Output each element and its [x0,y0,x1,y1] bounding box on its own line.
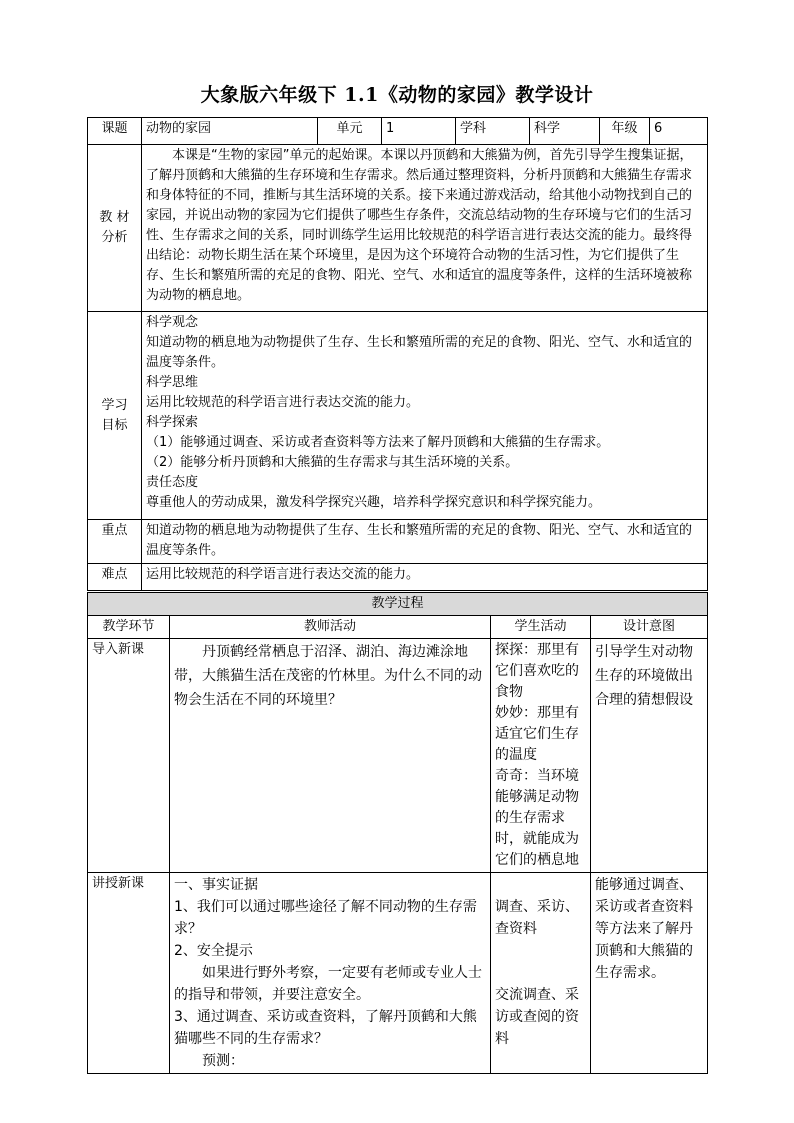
intro-stage: 导入新课 [88,639,170,873]
teach-safety-text: 如果进行野外考察，一定要有老师或专业人士的指导和带领，并要注意安全。 [174,965,482,1003]
goal-thinking: 运用比较规范的科学语言进行表达交流的能力。 [146,395,420,410]
teach-intent: 能够通过调查、采访或者查资料等方法来了解丹顶鹤和大熊猫的生存需求。 [591,873,708,1074]
intro-row [88,639,708,873]
process-heading-row [88,593,708,616]
subject-value: 科学 [530,118,600,145]
grade-label: 年级 [600,118,650,145]
intro-teacher: 丹顶鹤经常栖息于沼泽、湖泊、海边滩涂地带，大熊猫生活在茂密的竹林里。为什么不同的动物会生活在不同的环境里？ [170,639,491,873]
teach-row [88,873,708,1074]
analysis-label [88,145,142,312]
analysis-label-line1: 教 材 [99,210,130,225]
goals-text [142,312,708,520]
info-row [88,118,708,145]
analysis-label-line2: 分析 [101,230,128,245]
goal-concept: 知道动物的栖息地为动物提供了生存、生长和繁殖所需的充足的食物、阳光、空气、水和适宜的温度等条件。 [146,335,693,370]
process-table [87,592,708,1074]
goal-explore-1: （1）能够通过调查、采访或者查资料等方法来了解丹顶鹤和大熊猫的生存需求。 [146,435,610,450]
teach-stage: 讲授新课 [88,873,170,1074]
col-student: 学生活动 [491,616,591,639]
goal-explore-2: （2）能够分析丹顶鹤和大熊猫的生存需求与其生活环境的关系。 [146,455,519,470]
process-heading: 教学过程 [88,593,708,616]
goal-heading-concept: 科学观念 [146,315,199,330]
teach-student [491,873,591,1074]
teach-predict: 预测： [202,1053,244,1069]
teach-heading: 一、事实证据 [174,877,258,893]
teach-student-a: 调查、采访、查资料 [495,899,579,937]
topic-label: 课题 [88,118,142,145]
keypoint-row [88,520,708,564]
teach-student-b: 交流调查、采访或查阅的资料 [495,987,579,1047]
goals-label-line1: 学习 [101,397,128,413]
goals-row [88,312,708,520]
goals-label-line2: 目标 [101,417,128,433]
goal-attitude: 尊重他人的劳动成果，激发科学探究兴趣，培养科学探究意识和科学探究能力。 [146,495,602,510]
col-teacher: 教师活动 [170,616,491,639]
intro-intent: 引导学生对动物生存的环境做出合理的猜想假设 [591,639,708,873]
difficulty-row [88,564,708,591]
teach-safety-heading: 2、安全提示 [174,943,253,959]
col-stage: 教学环节 [88,616,170,639]
grade-value: 6 [650,118,708,145]
process-columns-row [88,616,708,639]
goals-label [88,312,142,520]
col-intent: 设计意图 [591,616,708,639]
unit-label: 单元 [318,118,382,145]
topic-value: 动物的家园 [142,118,318,145]
intro-student: 探探：那里有它们喜欢吃的食物 妙妙：那里有适宜它们生存的温度 奇奇：当环境能够满足动物的生存需求时，就能成为它们的栖息地 [491,639,591,873]
teach-teacher [170,873,491,1074]
subject-label: 学科 [456,118,530,145]
info-table [87,117,708,591]
difficulty-text: 运用比较规范的科学语言进行表达交流的能力。 [142,564,708,591]
difficulty-label: 难点 [88,564,142,591]
teach-question-1: 1、我们可以通过哪些途径了解不同动物的生存需求？ [174,899,477,937]
keypoint-text: 知道动物的栖息地为动物提供了生存、生长和繁殖所需的充足的食物、阳光、空气、水和适宜的温度等条件。 [142,520,708,564]
analysis-row [88,145,708,312]
analysis-text: 本课是“生物的家园”单元的起始课。本课以丹顶鹤和大熊猫为例，首先引导学生搜集证据，了解丹顶鹤和大熊猫的生存环境和生存需求。然后通过整理资料，分析丹顶鹤和大熊猫生存需求和身体特征的不同，推断与其生活环境的关系。接下来通过游戏活动，给其他小动物找到自己的家园，并说出动物的家园为它们提供了哪些生存条件，交流总结动物的生存环境与它们的生活习性、生存需求之间的关系，同时训练学生运用比较规范的科学语言进行表达交流的能力。最终得出结论：动物长期生活在某个环境里，是因为这个环境符合动物的生活习性，为它们提供了生存、生长和繁殖所需的充足的食物、阳光、空气、水和适宜的温度等条件，这样的生活环境被称为动物的栖息地。 [142,145,708,312]
page-title: 大象版六年级下 1.1《动物的家园》教学设计 [200,84,594,106]
keypoint-label: 重点 [88,520,142,564]
goal-heading-explore: 科学探索 [146,415,199,430]
teach-question-3: 3、通过调查、采访或查资料，了解丹顶鹤和大熊猫哪些不同的生存需求？ [174,1009,477,1047]
goal-heading-attitude: 责任态度 [146,475,199,490]
unit-value: 1 [382,118,456,145]
goal-heading-thinking: 科学思维 [146,375,199,390]
